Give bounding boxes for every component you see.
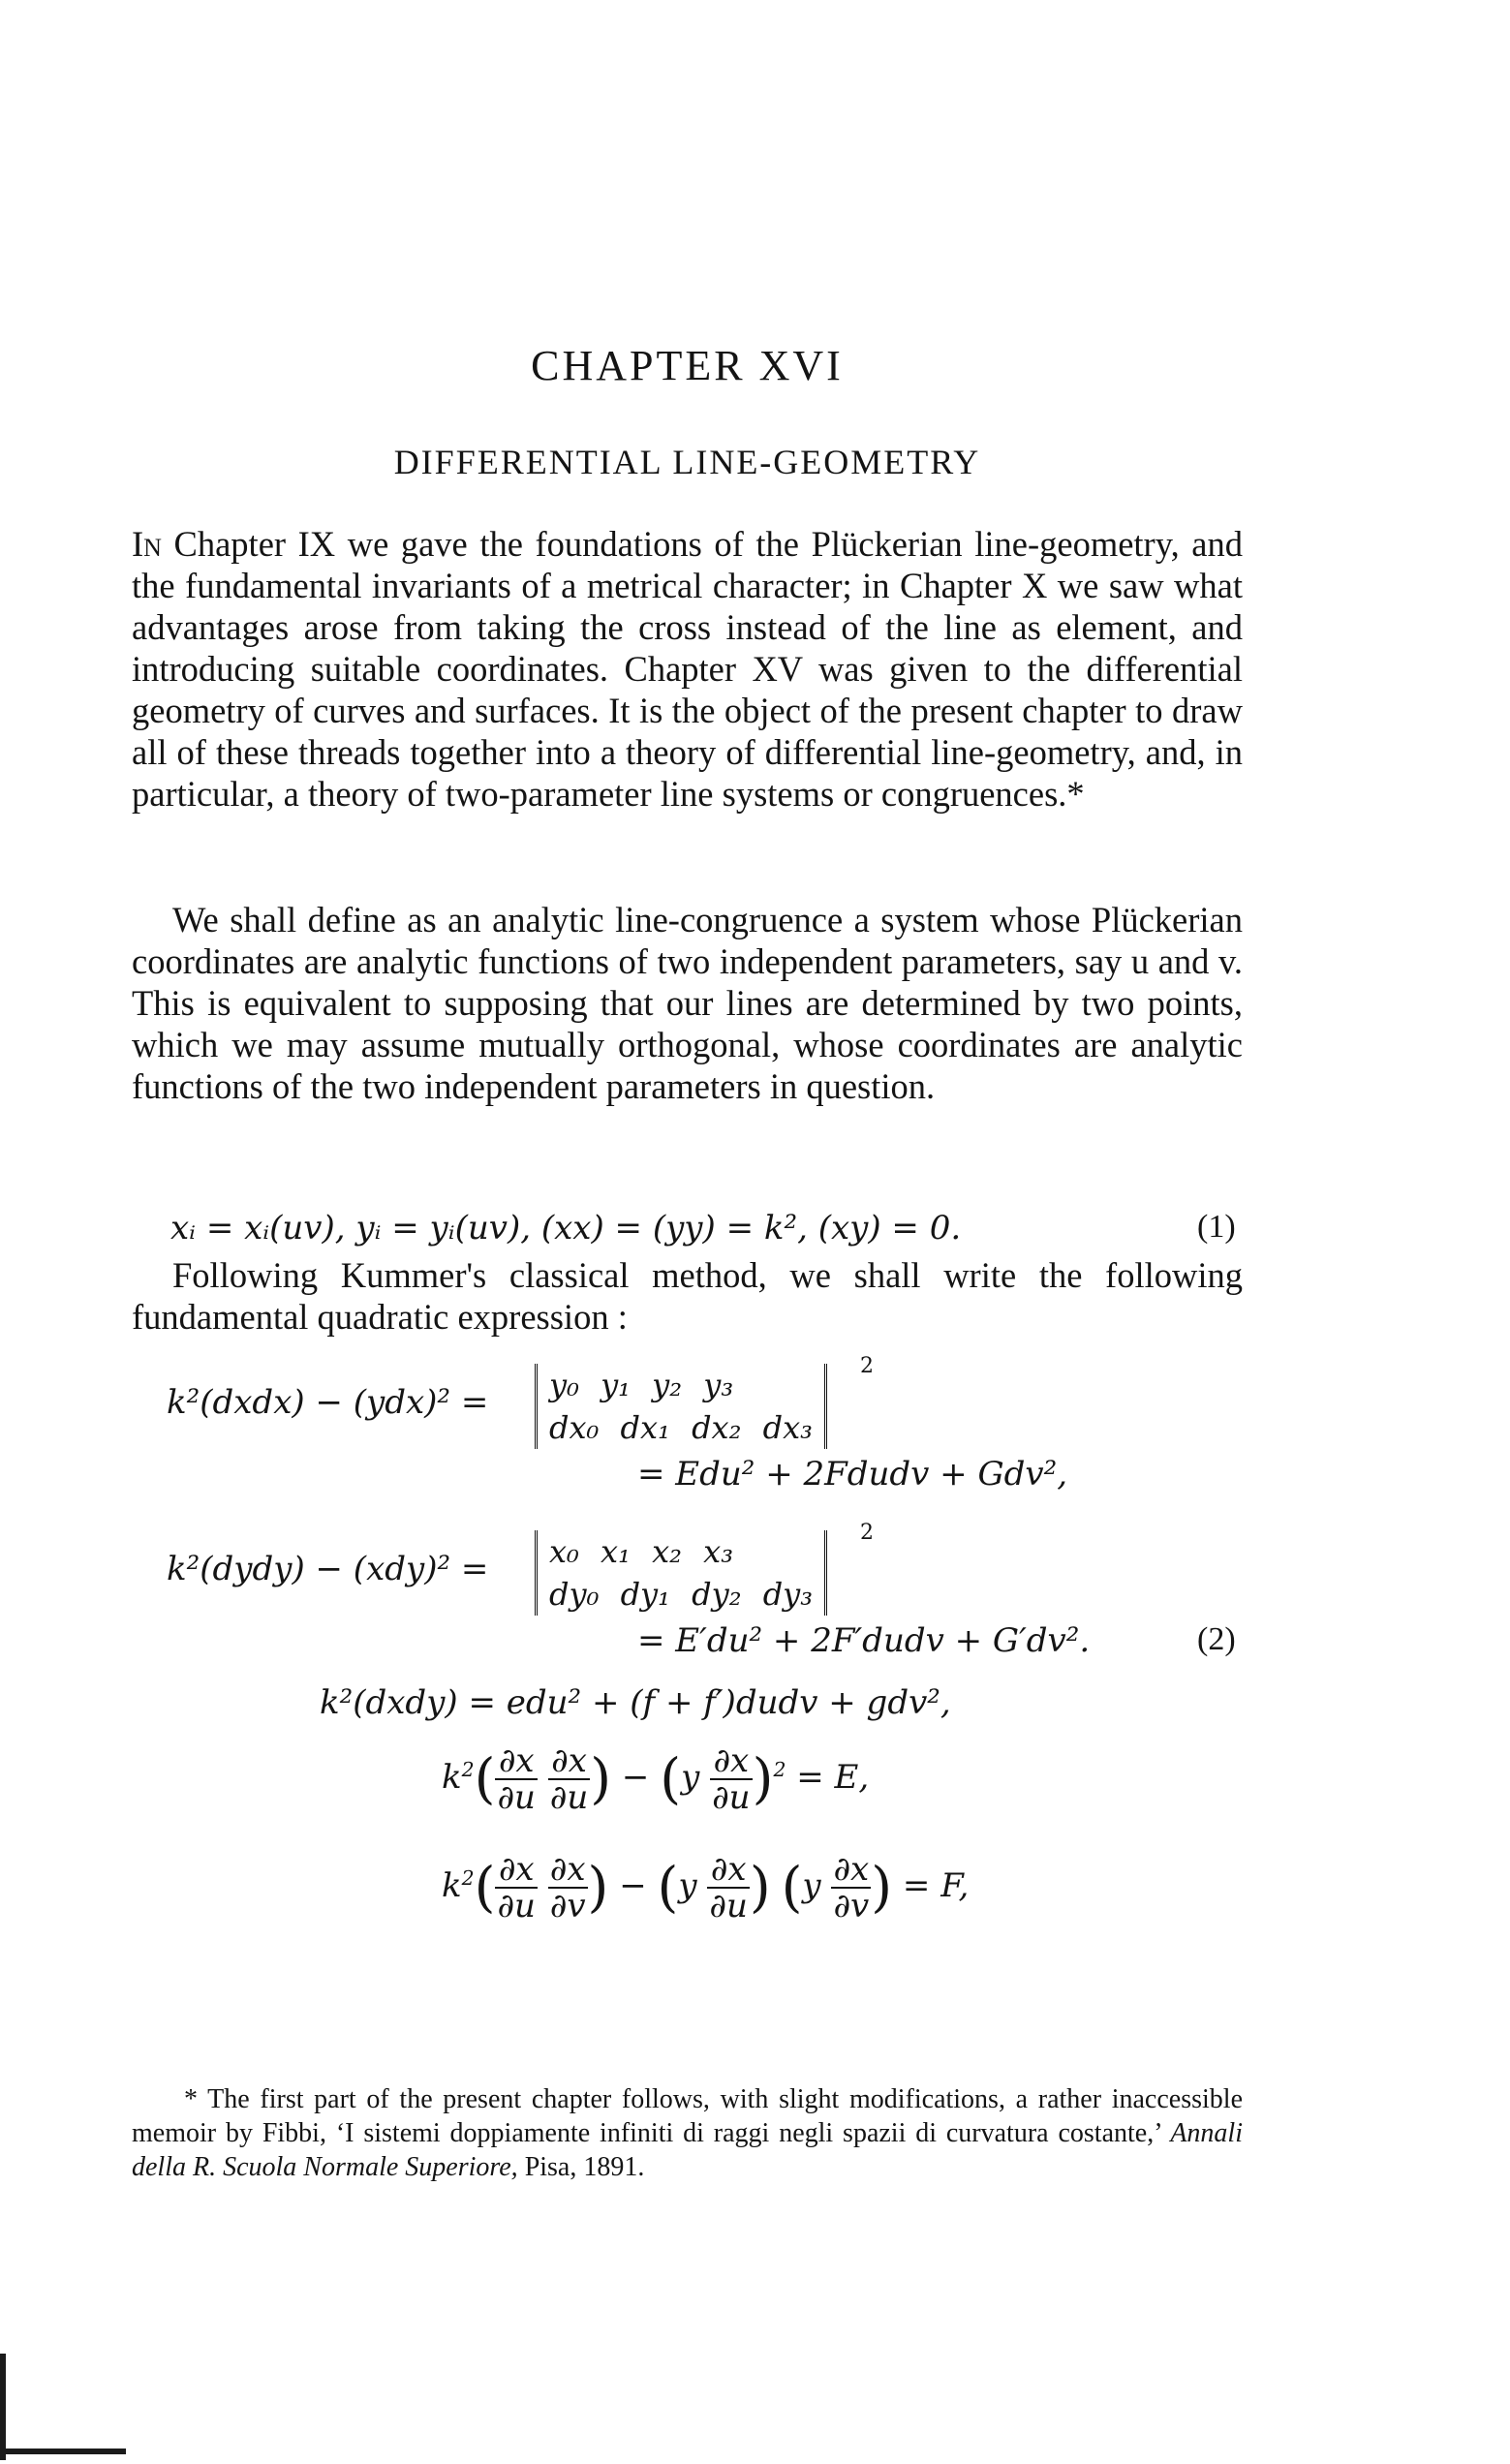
determinant-2a-row-2: dx₀ dx₁ dx₂ dx₃ bbox=[549, 1409, 813, 1446]
paragraph-kummer: Following Kummer's classical method, we shall write the following fundamental quadratic expression : bbox=[132, 1255, 1243, 1337]
fraction-dx-du: $\frac{\partial x}{\partial u}$ bbox=[712, 1741, 751, 1817]
equation-2d-rhs: = E, bbox=[796, 1758, 870, 1797]
determinant-2b-exponent: 2 bbox=[860, 1521, 874, 1545]
paren-close: ) bbox=[752, 1747, 774, 1811]
fraction-dx-du: $\frac{\partial x}{\partial u}$ bbox=[549, 1741, 589, 1817]
determinant-2a-row-1: y₀ y₁ y₂ y₃ bbox=[549, 1367, 734, 1403]
equation-2b-rhs: = E′du² + 2F′dudv + G′dv². bbox=[637, 1621, 1091, 1660]
fraction-dx-dv: $\frac{\partial x}{\partial v}$ bbox=[833, 1850, 870, 1925]
fraction-dx-du: $\frac{\partial x}{\partial u}$ bbox=[709, 1850, 748, 1925]
equation-2d-k: $k^2$ bbox=[442, 1757, 475, 1797]
chapter-title: CHAPTER XVI bbox=[531, 342, 844, 389]
footnote bbox=[132, 2082, 1243, 2184]
determinant-2a-exponent: 2 bbox=[860, 1354, 874, 1378]
scan-margin-mark bbox=[0, 2354, 6, 2460]
equation-2d: $k^2$( $\frac{\partial x}{\partial u}$ $\frac{\partial x}{\partial u}$ ) − (y $\frac{\partial x}{\partial u}$ )$^2$ = E, bbox=[442, 1741, 870, 1817]
paragraph-intro-body: Chapter IX we gave the foundations of the Plückerian line-geometry, and the fundamental invariants of a metrical character; in Chapter X we saw what advantages arose from taking the cross instead of the line as element, and introducing suitable coordinates. Chapter XV was given to the differential geometry of curves and surfaces. It is the object of the present chapter to draw all of these threads together into a theory of differential line-geometry, and, in particular, a theory of two-parameter line systems or congruences.* bbox=[132, 524, 1243, 814]
equation-2e-k: $k^2$ bbox=[442, 1865, 475, 1905]
footnote-text: * The first part of the present chapter follows, with slight modifications, a rather inaccessible memoir by Fibbi, ‘I sistemi doppiamente infiniti di raggi negli spazii di curvatura costante,’ bbox=[132, 2084, 1243, 2148]
paragraph-intro bbox=[132, 523, 1243, 815]
scan-margin-mark-bottom bbox=[0, 2449, 126, 2454]
equation-2-number: (2) bbox=[1197, 1621, 1236, 1657]
paren-close: ) bbox=[587, 1856, 609, 1920]
equation-1-number: (1) bbox=[1197, 1209, 1236, 1245]
equation-2a-lhs: k²(dxdx) − (ydx)² = bbox=[167, 1383, 489, 1422]
paren-open: ( bbox=[657, 1856, 679, 1920]
equation-2a-rhs: = Edu² + 2Fdudv + Gdv², bbox=[637, 1455, 1068, 1494]
determinant-2b-row-1: x₀ x₁ x₂ x₃ bbox=[549, 1533, 734, 1570]
fraction-dx-dv: $\frac{\partial x}{\partial v}$ bbox=[549, 1850, 586, 1925]
fraction-dx-du: $\frac{\partial x}{\partial u}$ bbox=[497, 1850, 536, 1925]
paren-close: ) bbox=[871, 1856, 893, 1920]
equation-2e: $k^2$( $\frac{\partial x}{\partial u}$ $\frac{\partial x}{\partial v}$ ) − (y $\frac{\partial x}{\partial u}$ ) (y $\frac{\partial x}{\partial v}$ ) = F, bbox=[442, 1850, 970, 1925]
paren-open: ( bbox=[781, 1856, 803, 1920]
section-title: DIFFERENTIAL LINE-GEOMETRY bbox=[393, 443, 981, 481]
paren-open: ( bbox=[474, 1747, 496, 1811]
paragraph-lead-word: In bbox=[132, 524, 162, 564]
determinant-2a bbox=[535, 1364, 827, 1449]
paren-close: ) bbox=[590, 1747, 612, 1811]
determinant-2b bbox=[535, 1530, 827, 1616]
paragraph-definition: We shall define as an analytic line-congruence a system whose Plückerian coordinates are analytic functions of two independent parameters, say u and v. This is equivalent to supposing that our lines are determined by two points, which we may assume mutually orthogonal, whose coordinates are analytic functions of the two independent parameters in question. bbox=[132, 900, 1243, 1106]
paren-open: ( bbox=[474, 1856, 496, 1920]
equation-1: xᵢ = xᵢ(uv), yᵢ = yᵢ(uv), (xx) = (yy) = k², (xy) = 0. bbox=[170, 1209, 962, 1247]
paren-close: ) bbox=[749, 1856, 771, 1920]
fraction-dx-du: $\frac{\partial x}{\partial u}$ bbox=[497, 1741, 536, 1817]
footnote-journal: Annali della R. Scuola Normale Superiore, bbox=[132, 2118, 1243, 2182]
footnote-place-year: Pisa, 1891. bbox=[524, 2152, 645, 2182]
equation-2b-lhs: k²(dydy) − (xdy)² = bbox=[167, 1550, 489, 1588]
determinant-2b-row-2: dy₀ dy₁ dy₂ dy₃ bbox=[549, 1576, 814, 1613]
paren-open: ( bbox=[660, 1747, 682, 1811]
equation-2c: k²(dxdy) = edu² + (f + f′)dudv + gdv², bbox=[320, 1683, 951, 1722]
equation-2e-rhs: = F, bbox=[902, 1866, 970, 1905]
